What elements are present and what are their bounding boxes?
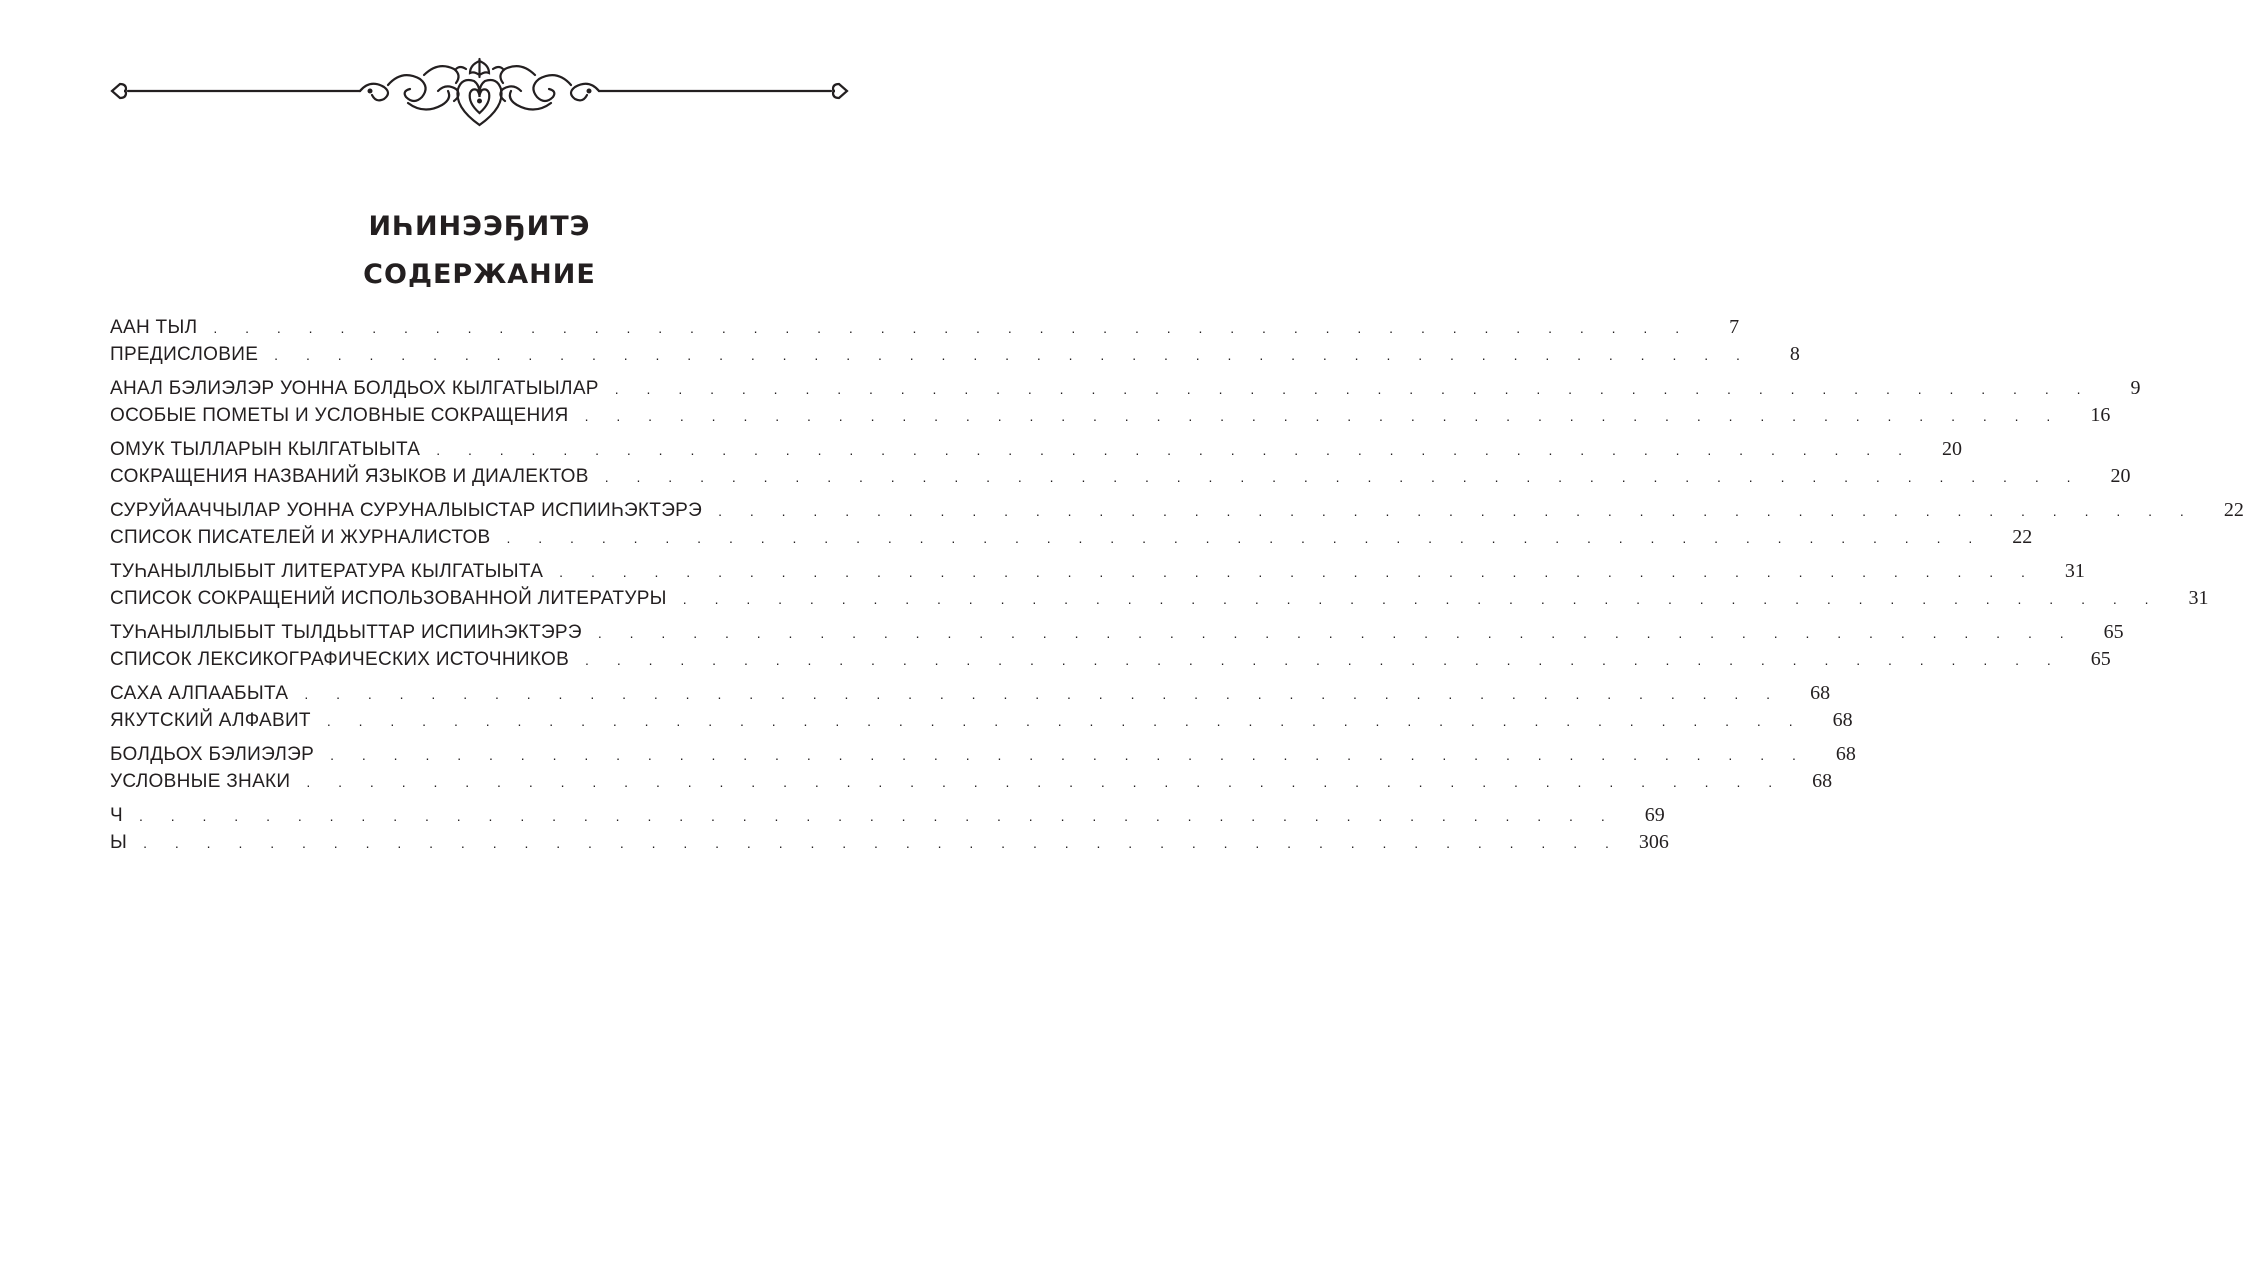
toc-entry-title: ЯКУТСКИЙ АЛФАВИТ [110,710,311,731]
toc-group [110,314,1800,368]
toc-entry-page-number: 68 [1810,682,1831,704]
dot-leader: . . . . . . . . . . . . . . . . . . . . . . . . . . . . . . . . . . . . . . . . . . . . . . . [330,747,1808,763]
toc-group [110,436,2131,490]
dot-leader: . . . . . . . . . . . . . . . . . . . . . . . . . . . . . . . . . . . . . . . . . . . . . . . [506,530,1985,546]
ornamental-divider-icon [108,55,851,127]
toc-entry-page-number: 20 [1941,438,1962,460]
toc-entry [110,463,2131,490]
dot-leader: . . . . . . . . . . . . . . . . . . . . . . . . . . . . . . . . . . . . . . . . . . . . . . . [585,652,2063,668]
dot-leader: . . . . . . . . . . . . . . . . . . . . . . . . . . . . . . . . . . . . . . . . . . . . . . . [682,591,2161,607]
toc-entry-page-number: 8 [1789,343,1800,365]
toc-entry-title: БОЛДЬОХ БЭЛИЭЛЭР [110,744,315,765]
toc-entry [110,619,2124,646]
toc-entry-page-number: 69 [1644,804,1665,826]
page-title-russian: СОДЕРЖАНИЕ [363,259,596,290]
toc-group [110,558,2209,612]
toc-entry-title: СОКРАЩЕНИЯ НАЗВАНИЙ ЯЗЫКОВ И ДИАЛЕКТОВ [110,466,589,487]
toc-entry-page-number: 20 [2110,465,2131,487]
table-of-contents [110,314,2244,863]
toc-entry-page-number: 22 [2012,526,2033,548]
toc-group [110,375,2141,429]
toc-entry-page-number: 22 [2223,499,2244,521]
dot-leader: . . . . . . . . . . . . . . . . . . . . . . . . . . . . . . . . . . . . . . . . . . . . . . . [213,320,1692,336]
toc-entry [110,768,1833,795]
dot-leader: . . . . . . . . . . . . . . . . . . . . . . . . . . . . . . . . . . . . . . . . . . . . . . . [138,808,1617,824]
toc-entry-title: ОМУК ТЫЛЛАРЫН КЫЛГАТЫЫТА [110,439,421,460]
toc-entry-title: СУРУЙААЧЧЫЛАР УОННА СУРУНАЛЫЫСТАР ИСПИИҺЭКТЭРЭ [110,500,703,521]
dot-leader: . . . . . . . . . . . . . . . . . . . . . . . . . . . . . . . . . . . . . . . . . . . . . . . [436,442,1914,458]
toc-group [110,802,1669,856]
dot-leader: . . . . . . . . . . . . . . . . . . . . . . . . . . . . . . . . . . . . . . . . . . . . . . . [584,408,2063,424]
dot-leader: . . . . . . . . . . . . . . . . . . . . . . . . . . . . . . . . . . . . . . . . . . . . . . . [143,835,1621,851]
dot-leader: . . . . . . . . . . . . . . . . . . . . . . . . . . . . . . . . . . . . . . . . . . . . . . . [604,469,2083,485]
toc-group [110,497,2244,551]
page-title-sakha: ИҺИНЭЭҔИТЭ [368,211,591,242]
toc-entry-title: ТУҺАНЫЛЛЫБЫТ ЛИТЕРАТУРА КЫЛГАТЫЫТА [110,561,544,582]
dot-leader: . . . . . . . . . . . . . . . . . . . . . . . . . . . . . . . . . . . . . . . . . . . . . . . [274,347,1752,363]
toc-entry [110,314,1740,341]
toc-entry-page-number: 31 [2064,560,2085,582]
toc-entry-page-number: 9 [2130,377,2141,399]
toc-entry [110,680,1831,707]
toc-entry [110,585,2209,612]
toc-entry-title: АНАЛ БЭЛИЭЛЭР УОННА БОЛДЬОХ КЫЛГАТЫЫЛАР [110,378,599,399]
toc-entry [110,829,1669,856]
toc-entry [110,497,2244,524]
toc-group [110,619,2124,673]
dot-leader: . . . . . . . . . . . . . . . . . . . . . . . . . . . . . . . . . . . . . . . . . . . . . . . [304,686,1783,702]
toc-entry-page-number: 68 [1835,743,1856,765]
toc-entry-title: СПИСОК ЛЕКСИКОГРАФИЧЕСКИХ ИСТОЧНИКОВ [110,649,570,670]
toc-entry [110,341,1800,368]
toc-entry-page-number: 65 [2103,621,2124,643]
toc-entry-title: СПИСОК ПИСАТЕЛЕЙ И ЖУРНАЛИСТОВ [110,527,491,548]
toc-entry-title: Ы [110,832,128,853]
toc-entry [110,741,1856,768]
toc-entry-title: ААН ТЫЛ [110,317,198,338]
toc-entry [110,707,1853,734]
toc-entry-page-number: 65 [2090,648,2111,670]
dot-leader: . . . . . . . . . . . . . . . . . . . . . . . . . . . . . . . . . . . . . . . . . . . . . . . [326,713,1805,729]
toc-entry-page-number: 68 [1832,709,1853,731]
dot-leader: . . . . . . . . . . . . . . . . . . . . . . . . . . . . . . . . . . . . . . . . . . . . . . . [559,564,2037,580]
dot-leader: . . . . . . . . . . . . . . . . . . . . . . . . . . . . . . . . . . . . . . . . . . . . . . . [597,625,2076,641]
toc-entry-title: ТУҺАНЫЛЛЫБЫТ ТЫЛДЬЫТТАР ИСПИИҺЭКТЭРЭ [110,622,582,643]
toc-entry-title: ОСОБЫЕ ПОМЕТЫ И УСЛОВНЫЕ СОКРАЩЕНИЯ [110,405,569,426]
toc-entry [110,436,1962,463]
toc-entry-page-number: 306 [1638,831,1669,853]
toc-entry [110,558,2085,585]
toc-entry-page-number: 7 [1729,316,1740,338]
toc-entry-title: УСЛОВНЫЕ ЗНАКИ [110,771,291,792]
toc-entry-title: Ч [110,805,123,826]
dot-leader: . . . . . . . . . . . . . . . . . . . . . . . . . . . . . . . . . . . . . . . . . . . . . . . [306,774,1785,790]
toc-entry [110,402,2111,429]
toc-entry-page-number: 68 [1812,770,1833,792]
toc-entry-title: САХА АЛПААБЫТА [110,683,289,704]
toc-entry-title: ПРЕДИСЛОВИЕ [110,344,259,365]
toc-entry [110,802,1665,829]
toc-entry-title: СПИСОК СОКРАЩЕНИЙ ИСПОЛЬЗОВАННОЙ ЛИТЕРАТУРЫ [110,588,667,609]
dot-leader: . . . . . . . . . . . . . . . . . . . . . . . . . . . . . . . . . . . . . . . . . . . . . . . [718,503,2196,519]
toc-entry-page-number: 16 [2090,404,2111,426]
toc-entry [110,524,2033,551]
toc-entry [110,375,2141,402]
toc-entry [110,646,2111,673]
dot-leader: . . . . . . . . . . . . . . . . . . . . . . . . . . . . . . . . . . . . . . . . . . . . . . . [614,381,2093,397]
toc-group [110,680,1853,734]
toc-entry-page-number: 31 [2188,587,2209,609]
toc-group [110,741,1856,795]
